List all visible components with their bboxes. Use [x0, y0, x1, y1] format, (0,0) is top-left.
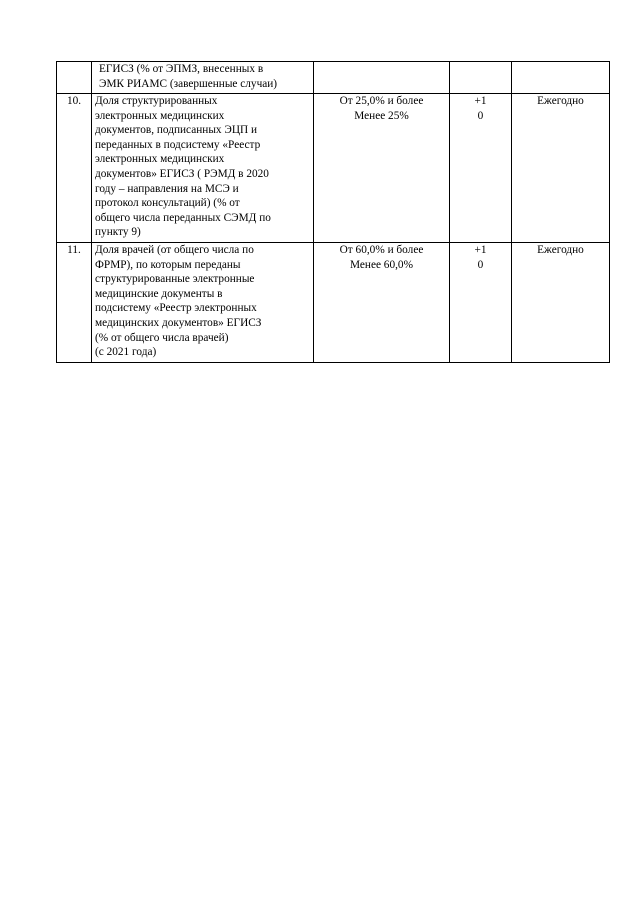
period-cell: Ежегодно — [512, 94, 610, 243]
row-number-cell: 11. — [57, 243, 92, 363]
table-row — [57, 62, 610, 94]
row-number-cell — [57, 62, 92, 94]
score-cell: +1 0 — [450, 243, 512, 363]
period-cell: Ежегодно — [512, 243, 610, 363]
score-cell: +1 0 — [450, 94, 512, 243]
indicator-value-cell: От 25,0% и более Менее 25% — [314, 94, 450, 243]
score-cell — [450, 62, 512, 94]
criteria-table — [56, 61, 610, 363]
row-number-cell: 10. — [57, 94, 92, 243]
indicator-value-cell — [314, 62, 450, 94]
indicator-name-cell: Доля структурированных электронных медицинских документов, подписанных ЭЦП и переданных в подсистему «Реестр электронных медицинских документов» ЕГИСЗ ( РЭМД в 2020 году – направления на МСЭ и протокол консультаций) (% от общего числа переданных СЭМД по пункту 9) — [92, 94, 314, 243]
indicator-name-cell: Доля врачей (от общего числа по ФРМР), по которым переданы структурированные электронные медицинские документы в подсистему «Реестр электронных медицинских документов» ЕГИСЗ (% от общего числа врачей) (с 2021 года) — [92, 243, 314, 363]
table-row — [57, 94, 610, 243]
indicator-value-cell: От 60,0% и более Менее 60,0% — [314, 243, 450, 363]
period-cell — [512, 62, 610, 94]
table-row — [57, 243, 610, 363]
indicator-name-cell: ЕГИСЗ (% от ЭПМЗ, внесенных в ЭМК РИАМС (завершенные случаи) — [92, 62, 314, 94]
